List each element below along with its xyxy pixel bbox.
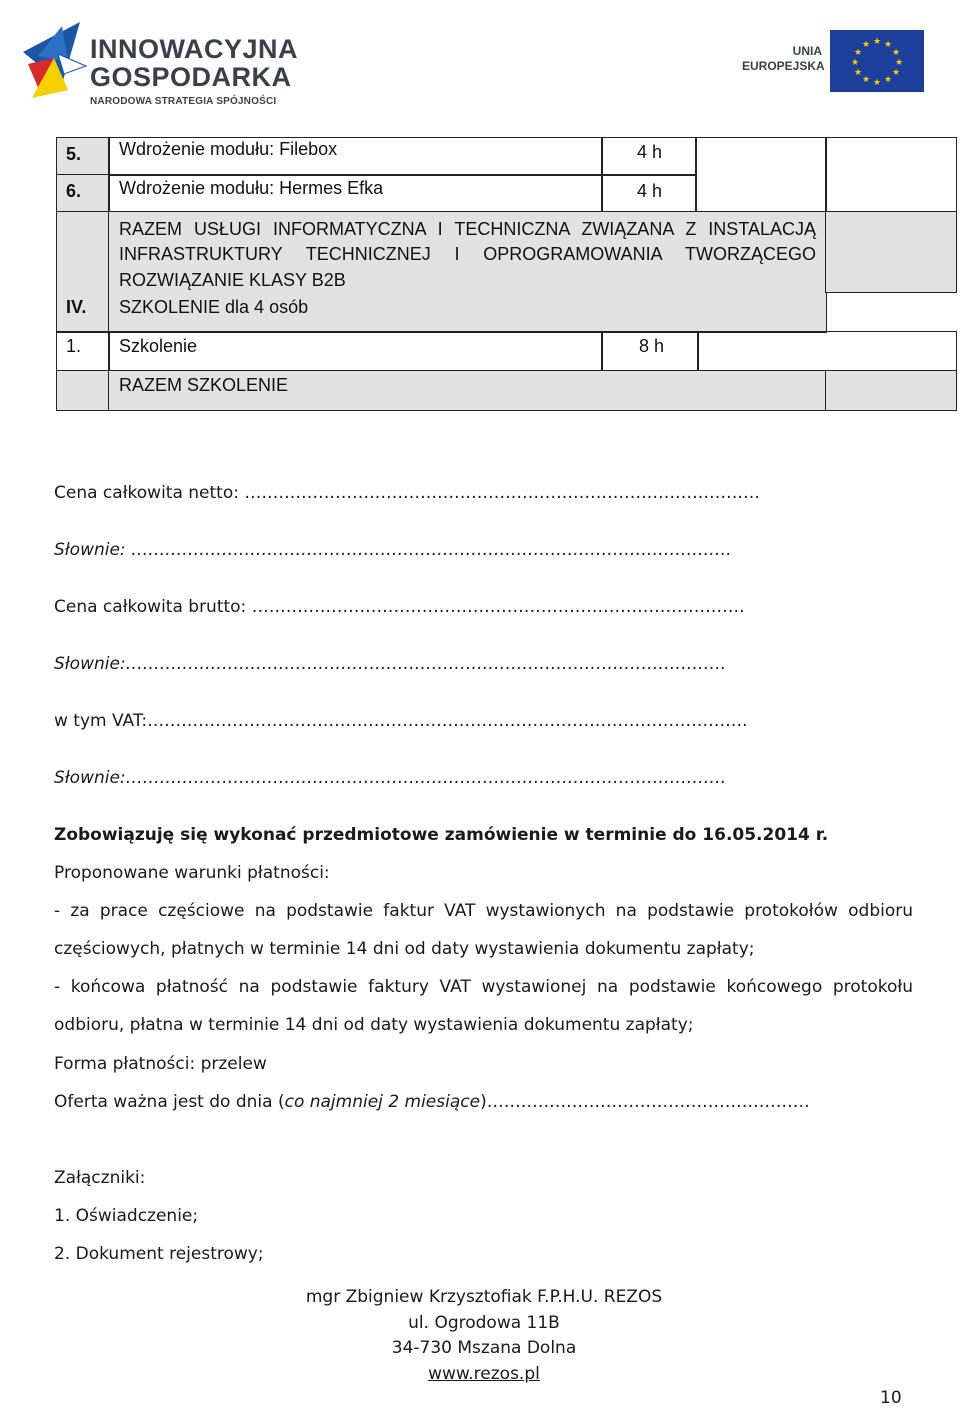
table-cell-total-training-value [825,370,957,411]
commitment-statement: Zobowiązuję się wykonać przedmiotowe zamówienie w terminie do 16.05.2014 r. [54,825,829,845]
net-price-words-line: Słownie: ……………………………………………………………………………………………. [54,540,732,560]
net-price-line: Cena całkowita netto: ………………………………………………………………………………. [54,483,760,503]
eu-logo [728,14,938,98]
section-title: SZKOLENIE dla 4 osób [119,297,309,317]
svg-text:★: ★ [891,48,901,58]
payment-heading: Proponowane warunki płatności: [54,863,330,883]
row-number: 6. [66,181,82,201]
svg-text:★: ★ [861,40,871,50]
logo-line-strategia: NARODOWA STRATEGIA SPÓJNOŚCI [90,96,277,107]
footer-website-link[interactable]: www.rezos.pl [428,1364,540,1384]
services-table [56,137,957,411]
total-it-line: RAZEM USŁUGI INFORMATYCZNA I TECHNICZNA ZWIĄZANA Z INSTALACJĄ [119,219,816,239]
table-cell-empty [695,174,827,213]
table-cell-num [56,174,110,213]
row-hours: 4 h [637,181,663,201]
footer-city: 34-730 Mszana Dolna [391,1338,577,1358]
payment-term-line: - za prace częściowe na podstawie faktur VAT wystawionych na podstawie protokołów odbioru [54,901,913,921]
payment-term-line: częściowych, płatnych w terminie 14 dni od daty wystawienia dokumentu zapłaty; [54,939,755,959]
footer-company: mgr Zbigniew Krzysztofiak F.P.H.U. REZOS [305,1287,663,1307]
svg-text:★: ★ [883,40,893,50]
star-logo-icon [18,14,88,106]
offer-validity [54,1092,810,1112]
logo-line-gospodarka: GOSPODARKA [90,62,292,92]
vat-line: w tym VAT:……………………………………………………………………………………………. [54,711,748,731]
table-cell-total-value [825,211,957,293]
eu-logo-line1: UNIA [792,44,822,58]
training-hours: 8 h [639,336,665,356]
payment-term-line: - końcowa płatność na podstawie faktury VAT wystawionej na podstawie końcowego protokołu [54,977,913,997]
training-number: 1. [66,336,82,356]
offer-validity-suffix: )………………………………………………… [480,1092,810,1112]
table-cell-num [56,137,110,176]
offer-validity-italic: co najmniej 2 miesiące [284,1092,481,1112]
row-number: 5. [66,144,82,164]
offer-validity-prefix: Oferta ważna jest do dnia ( [54,1092,285,1112]
table-cell-num [56,331,110,372]
gross-price-line: Cena całkowita brutto: …………………………………………………………………………… [54,597,745,617]
attachments-heading: Załączniki: [54,1168,146,1188]
innowacyjna-gospodarka-logo [18,14,299,107]
svg-text:★: ★ [850,58,860,68]
attachment-item: 1. Oświadczenie; [54,1206,199,1226]
logo-line-innowacyjna: INNOWACYJNA [90,34,299,64]
training-total-label: RAZEM SZKOLENIE [119,375,289,395]
svg-text:★: ★ [894,58,904,68]
svg-text:★: ★ [872,78,882,88]
svg-text:★: ★ [853,68,863,78]
svg-text:★: ★ [883,75,893,85]
table-cell-empty [697,331,957,372]
svg-text:★: ★ [861,75,871,85]
svg-text:★: ★ [891,68,901,78]
gross-price-words-line: Słownie:……………………………………………………………………………………………. [54,654,727,674]
payment-form: Forma płatności: przelew [54,1054,267,1074]
attachment-item: 2. Dokument rejestrowy; [54,1244,264,1264]
footer-street: ul. Ogrodowa 11B [408,1313,560,1333]
row-hours: 4 h [637,142,663,162]
page-number: 10 [880,1388,902,1408]
total-it-line: INFRASTRUKTURY TECHNICZNEJ I OPROGRAMOWANIA TWORZĄCEGO [119,244,816,264]
eu-flag-icon [830,30,924,92]
svg-text:★: ★ [872,37,882,47]
training-name: Szkolenie [119,336,198,356]
table-cell-num [56,370,110,411]
svg-text:★: ★ [853,48,863,58]
row-name: Wdrożenie modułu: Filebox [119,139,338,159]
eu-logo-line2: EUROPEJSKA [742,59,825,73]
row-name: Wdrożenie modułu: Hermes Efka [119,178,384,198]
vat-words-line: Słownie:……………………………………………………………………………………………. [54,768,727,788]
table-cell-empty [825,137,957,213]
total-it-line: ROZWIĄZANIE KLASY B2B [119,270,346,290]
payment-term-line: odbioru, płatna w terminie 14 dni od daty wystawienia dokumentu zapłaty; [54,1015,694,1035]
table-cell-empty [695,137,827,176]
section-number: IV. [66,297,87,317]
